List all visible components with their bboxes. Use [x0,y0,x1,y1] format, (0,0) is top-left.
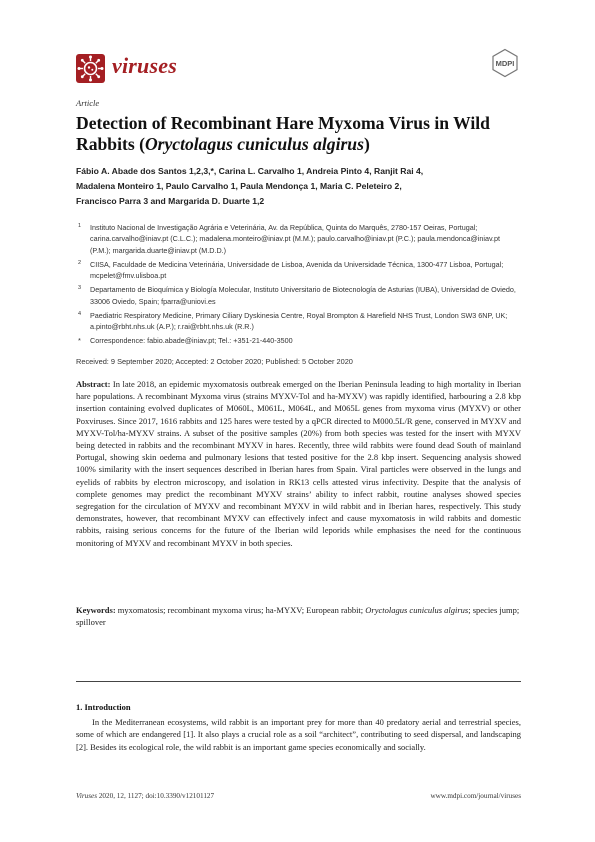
paper-title [76,113,521,155]
abstract [76,378,521,549]
title-species: Oryctolagus cuniculus algirus [144,134,364,154]
affiliation-item [76,284,521,307]
footer-citation [76,792,214,800]
section-divider [76,681,521,682]
affiliation-item [76,259,521,282]
affiliation-item [76,310,521,333]
affiliation-item [76,222,521,256]
affiliation-marker: 1 [78,223,82,229]
keywords-label: Keywords: [76,605,116,615]
correspondence-marker: * [78,336,81,346]
keywords-text: myxomatosis; recombinant myxoma virus; ha-MYXV; European rabbit; [117,605,364,615]
publication-dates: Received: 9 September 2020; Accepted: 2 October 2020; Published: 5 October 2020 [76,357,353,366]
correspondence [76,335,521,346]
section-heading: 1. Introduction [76,702,131,712]
keywords-species: Oryctolagus cuniculus algirus [365,605,469,615]
publisher-name: MDPI [495,59,515,68]
keywords [76,604,521,628]
correspondence-text: Correspondence: fabio.abade@iniav.pt; Tel.: +351-21-440-3500 [90,336,293,346]
footer-url: www.mdpi.com/journal/viruses [430,792,521,800]
footer-journal: Viruses [76,792,98,800]
title-end: ) [363,134,370,154]
affiliation-list [76,222,521,349]
affiliation-marker: 3 [78,285,82,292]
journal-name: viruses [112,53,177,78]
abstract-text: In late 2018, an epidemic myxomatosis outbreak emerged on the Iberian Peninsula leading to high mortality in Iberian hare populations. A recombinant Myxoma virus (strains MYXV-Tol and ha-MYXV) was rapidly identified, harbouring a 2.8 kbp insertion containing evolved duplicates of M060L, M061L, M064L, and M065L genes from myxoma virus (MYXV) or other Poxviruses. Since 2017, 1616 rabbits and 125 hares were tested by a qPCR directed to M000.5L/R gene, conserved in MYXV and MYXV-Tol/ha-MYXV strains. A subset of the positive samples (20%) from both species was tested for the insert with MYXV being detected in rabbits and the recombinant MYXV in hares. Recently, three wild rabbits were found dead South of mainland Portugal, showing skin oedema and pulmonary lesions that tested positive for the 2.8 kbp insert. Sequencing analysis showed 100% similarity with the insert sequences described in Iberian hares from Spain. Viral particles were observed in the lungs and eyelids of rabbits by electron microscopy, and isolation in RK13 cells attested virus infectivity. Despite that the analysis of complete genomes may predict the recombinant MYXV strains’ ability to infect rabbit, routine analyses showed species segregation for the circulation of MYXV and recombinant MYXV in wild rabbit and in Iberian hares, respectively. This study demonstrates, however, that recombinant MYXV can effectively infect and cause myxomatosis in wild rabbits and domestic rabbits, raising serious concerns for the future of the Iberian wild leporids while emphasises the need for the continuous monitoring of MYXV and recombinant MYXV in both species. [76,379,521,548]
affiliation-text: Instituto Nacional de Investigação Agrária e Veterinária, Av. da República, Quinta do Marquês, 2780-157 Oeiras, Portugal; carina.carvalho@iniav.pt (C.L.C.); madalena.monteiro@iniav.pt (M.M.); paulo.carvalho@iniav.pt (P.C.); paula.mendonca@iniav.pt (P.M.); margarida.duarte@iniav.pt (M.D.D.) [90,223,501,255]
affiliation-text: CIISA, Faculdade de Medicina Veterinária, Universidade de Lisboa, Avenida da Universidade Técnica, 1300-477 Lisboa, Portugal; mcpelet@fmv.ulisboa.pt [90,259,504,281]
introduction-paragraph: In the Mediterranean ecosystems, wild rabbit is an important prey for more than 40 predatory aerial and terrestrial species, some of which are endangered [1]. It also plays a crucial role as a soil “architect”, contributing to seed dispersal, and landscaping [2]. Besides its ecological role, the wild rabbit is an important game species economically and socially. [76,717,521,752]
title-main: Detection of Recombinant Hare Myxoma Virus in Wild Rabbits ( [76,113,490,154]
affiliation-marker: 2 [78,259,82,266]
author-line: Madalena Monteiro 1, Paulo Carvalho 1, Paula Mendonça 1, Maria C. Peleteiro 2, [76,181,402,191]
author-list [76,164,521,209]
affiliation-marker: 4 [78,310,82,317]
footer-citation-text: 2020, 12, 1127; doi:10.3390/v12101127 [98,792,215,800]
author-line: Francisco Parra 3 and Margarida D. Duarte 1,2 [76,196,265,206]
virus-icon [76,54,105,83]
article-type: Article [76,98,100,108]
keywords-text-end: ; species jump; spillover [76,605,520,628]
affiliation-text: Paediatric Respiratory Medicine, Primary Ciliary Dyskinesia Centre, Royal Brompton & Harefield NHS Trust, London SW3 6NP, UK; a.pinto@rbht.nhs.uk (A.P.); r.rai@rbht.nhs.uk (R.R.) [90,310,508,332]
author-line: Fábio A. Abade dos Santos 1,2,3,*, Carina L. Carvalho 1, Andreia Pinto 4, Ranjit Rai 4, [76,166,424,176]
abstract-label: Abstract: [76,379,111,389]
affiliation-text: Departamento de Bioquímica y Biología Molecular, Instituto Universitario de Biotecnología de Asturias (IUBA), Universidad de Oviedo, 33006 Oviedo, Spain; fparra@uniovi.es [90,285,516,306]
